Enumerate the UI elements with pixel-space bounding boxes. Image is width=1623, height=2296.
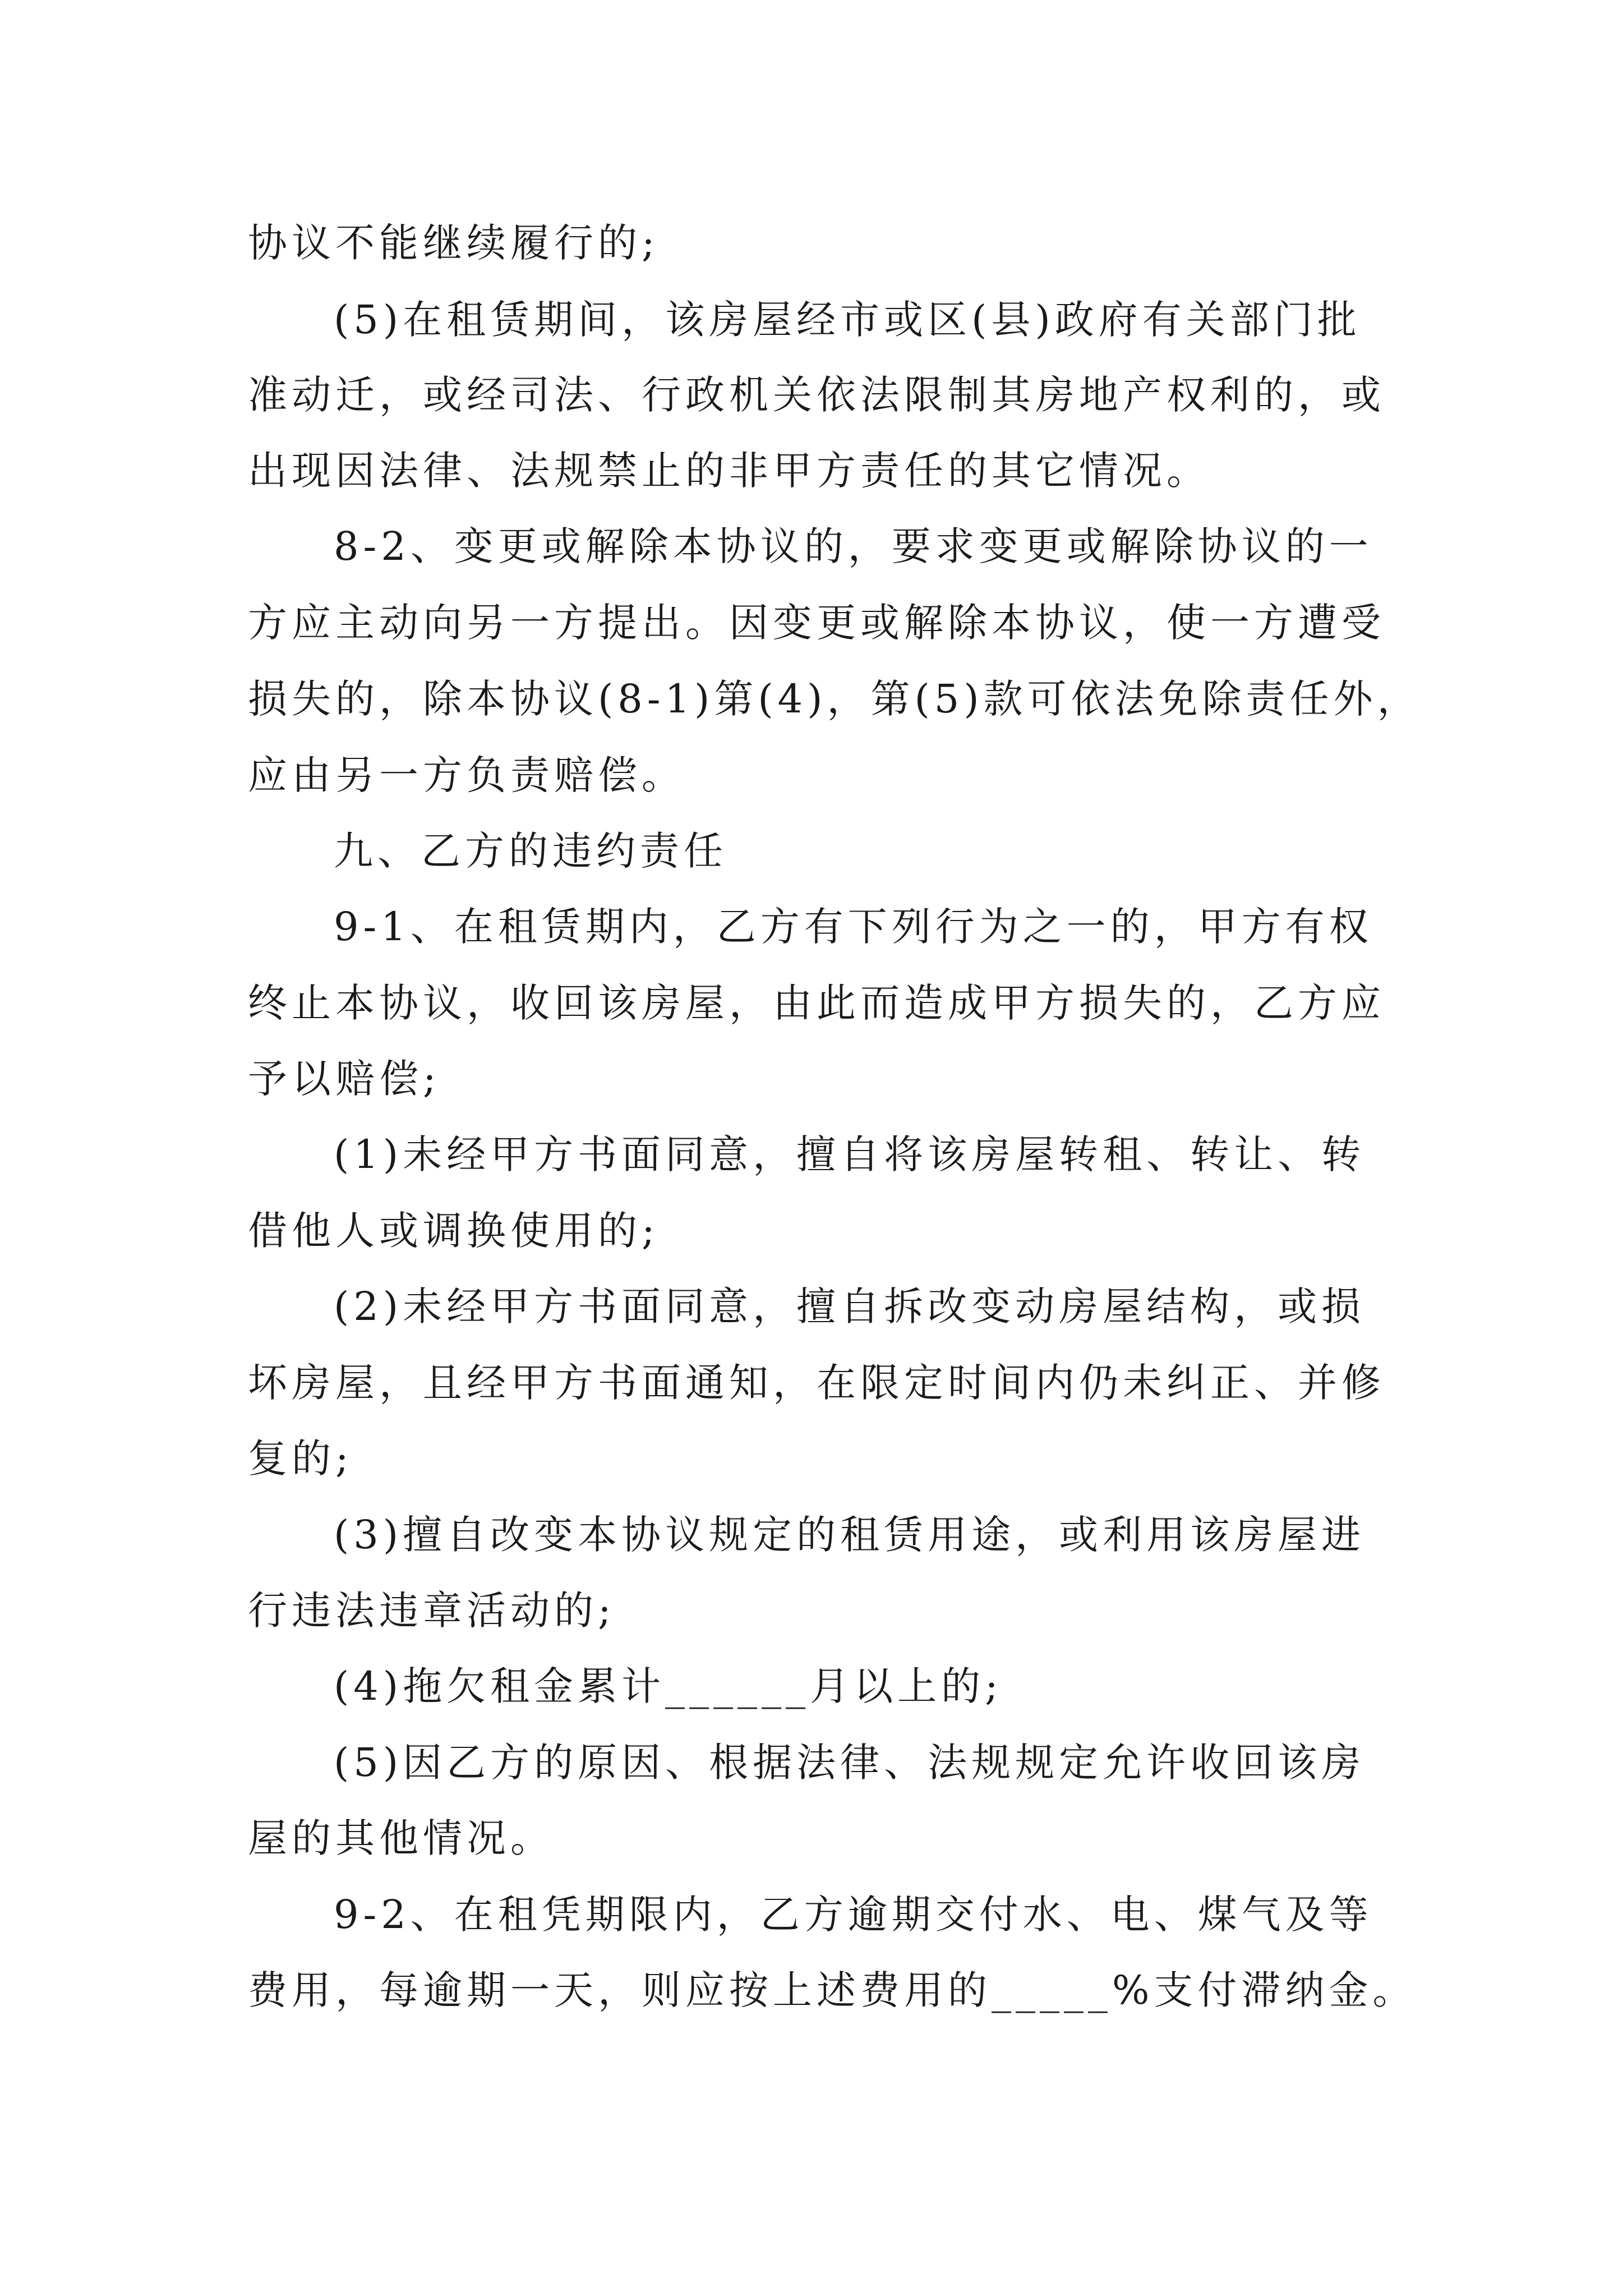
text-line: (1)未经甲方书面同意，擅自将该房屋转租、转让、转	[334, 1131, 1366, 1177]
text-line: (2)未经甲方书面同意，擅自拆改变动房屋结构，或损	[334, 1283, 1366, 1329]
text-line: (5)因乙方的原因、根据法律、法规规定允许收回该房	[334, 1740, 1366, 1786]
text-line: 行违法违章活动的;	[248, 1588, 616, 1634]
text-line: (3)擅自改变本协议规定的租赁用途，或利用该房屋进	[334, 1512, 1366, 1558]
text-line: 应由另一方负责赔偿。	[248, 752, 685, 798]
text-line: 9-1、在租赁期内，乙方有下列行为之一的，甲方有权	[334, 904, 1373, 950]
text-line: 9-2、在租凭期限内，乙方逾期交付水、电、煤气及等	[334, 1892, 1373, 1938]
text-line: 准动迁，或经司法、行政机关依法限制其房地产权利的，或	[248, 372, 1385, 418]
text-line: 坏房屋，且经甲方书面通知，在限定时间内仍未纠正、并修	[248, 1360, 1385, 1406]
text-line: 借他人或调换使用的;	[248, 1208, 660, 1254]
text-line: 屋的其他情况。	[248, 1815, 554, 1861]
text-line: 出现因法律、法规禁止的非甲方责任的其它情况。	[248, 448, 1210, 494]
text-line: 费用，每逾期一天，则应按上述费用的_____%支付滞纳金。	[248, 1967, 1417, 2013]
text-line: 协议不能继续履行的;	[248, 220, 660, 266]
text-line: 终止本协议，收回该房屋，由此而造成甲方损失的，乙方应	[248, 980, 1385, 1026]
text-line: 8-2、变更或解除本协议的，要求变更或解除协议的一	[334, 523, 1373, 569]
text-line: 复的;	[248, 1435, 353, 1481]
text-line: 予以赔偿;	[248, 1056, 441, 1102]
text-line: (4)拖欠租金累计______月以上的;	[334, 1663, 1003, 1709]
section-heading: 九、乙方的违约责任	[334, 828, 727, 874]
text-line: 损失的，除本协议(8-1)第(4)，第(5)款可依法免除责任外，	[248, 676, 1421, 722]
text-line: (5)在租赁期间，该房屋经市或区(县)政府有关部门批	[334, 297, 1361, 343]
text-line: 方应主动向另一方提出。因变更或解除本协议，使一方遭受	[248, 600, 1385, 646]
